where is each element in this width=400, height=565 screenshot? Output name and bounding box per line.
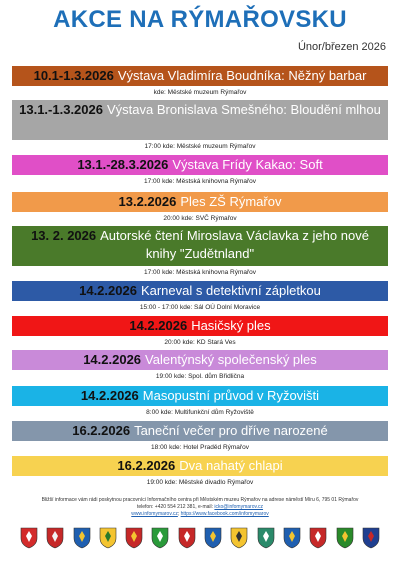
crest-7-icon xyxy=(178,527,196,549)
footer-line-2 xyxy=(18,504,382,511)
event-item xyxy=(12,456,388,487)
crest-2-icon xyxy=(46,527,64,549)
event-item xyxy=(12,281,388,312)
event-date: 14.2.2026 xyxy=(129,318,188,333)
crest-11-icon xyxy=(283,527,301,549)
event-name: Hasičský ples xyxy=(191,318,271,333)
crest-9-icon xyxy=(230,527,248,549)
event-item xyxy=(12,155,388,186)
event-location: 20:00 kde: KD Stará Ves xyxy=(164,339,236,346)
crest-3-icon xyxy=(73,527,91,549)
event-name: Taneční večer pro dříve narozené xyxy=(134,423,328,438)
crest-6-icon xyxy=(151,527,169,549)
event-date: 13.2.2026 xyxy=(118,194,177,209)
event-title-bar xyxy=(12,316,388,336)
footer-line-1: Bližší informace vám rádi poskytnou pracovníci Informačního centra při Městském muzeu Rýmařov na adrese náměstí Míru 6, 795 01 Rýmařov xyxy=(41,497,359,503)
event-location: 18:00 kde: Hotel Praděd Rýmařov xyxy=(151,444,249,451)
footer-contact: telefon: +420 554 212 381, e-mail: xyxy=(136,504,215,510)
event-location: 17:00 kde: Městská knihovna Rýmařov xyxy=(144,178,256,185)
crest-5-icon xyxy=(125,527,143,549)
event-location: 17:00 kde: Městské muzeum Rýmařov xyxy=(144,143,256,150)
event-location: 17:00 kde: Městská knihovna Rýmařov xyxy=(144,269,256,276)
event-item xyxy=(12,66,388,97)
email-link[interactable]: icko@infomymarov.cz xyxy=(214,504,264,510)
event-name: Karneval s detektivní zápletkou xyxy=(140,283,321,298)
event-name: Valentýnský společenský ples xyxy=(145,352,317,367)
event-date: 14.2.2026 xyxy=(79,283,137,298)
event-name: Masopustní průvod v Ryžovišti xyxy=(142,388,320,403)
crest-14-icon xyxy=(362,527,380,549)
event-name: Dva nahatý chlapi xyxy=(179,458,283,473)
footer-info xyxy=(18,497,382,518)
event-title-bar xyxy=(12,456,388,476)
event-title-bar xyxy=(12,281,388,301)
event-location: 8:00 kde: Multifunkční dům Ryžoviště xyxy=(146,409,254,416)
event-date: 13.1.-1.3.2026 xyxy=(19,102,103,117)
event-location: 19:00 kde: Městské divadlo Rýmařov xyxy=(146,479,254,486)
event-location: 20:00 kde: SVČ Rýmařov xyxy=(163,215,237,222)
event-title-bar xyxy=(12,100,388,140)
event-item xyxy=(12,100,388,151)
event-date: 16.2.2026 xyxy=(72,423,131,438)
event-title-bar xyxy=(12,155,388,175)
event-title-bar xyxy=(12,226,388,266)
event-date: 13.1.-28.3.2026 xyxy=(77,157,169,172)
municipal-crests-row xyxy=(20,527,380,551)
web-link[interactable]: www.infomymarov.cz xyxy=(131,511,178,517)
footer-separator: ; xyxy=(177,511,181,517)
footer-line-3 xyxy=(18,511,382,518)
crest-12-icon xyxy=(309,527,327,549)
event-title-bar xyxy=(12,421,388,441)
event-location: 19:00 kde: Spol. dům Břidlična xyxy=(155,373,245,380)
crest-13-icon xyxy=(336,527,354,549)
event-date: 13. 2. 2026 xyxy=(31,228,97,243)
event-item xyxy=(12,316,388,347)
event-title-bar xyxy=(12,192,388,212)
page-title: AKCE NA RÝMAŘOVSKU xyxy=(53,6,347,33)
event-item xyxy=(12,192,388,223)
crest-8-icon xyxy=(204,527,222,549)
event-item xyxy=(12,226,388,277)
event-location: 15:00 - 17:00 kde: Sál OÚ Dolní Moravice xyxy=(139,304,261,311)
facebook-link[interactable]: https://www.facebook.com/infomymarov xyxy=(180,511,269,517)
event-date: 10.1-1.3.2026 xyxy=(33,68,114,83)
event-location: kde: Městské muzeum Rýmařov xyxy=(153,89,247,96)
crest-4-icon xyxy=(99,527,117,549)
event-name: Autorské čtení Miroslava Václavka z jeho nové knihy "Zudětnland" xyxy=(100,228,369,261)
crest-10-icon xyxy=(257,527,275,549)
event-item xyxy=(12,421,388,452)
date-range-subtitle: Únor/březen 2026 xyxy=(297,41,386,53)
event-title-bar xyxy=(12,386,388,406)
event-date: 14.2.2026 xyxy=(83,352,142,367)
event-name: Výstava Bronislava Smešného: Bloudění mlhou xyxy=(106,102,381,117)
event-item xyxy=(12,386,388,417)
event-title-bar xyxy=(12,350,388,370)
event-title-bar xyxy=(12,66,388,86)
event-date: 14.2.2026 xyxy=(80,388,139,403)
event-name: Výstava Frídy Kakao: Soft xyxy=(172,157,323,172)
event-name: Výstava Vladimíra Boudníka: Něžný barbar xyxy=(117,68,367,83)
event-name: Ples ZŠ Rýmařov xyxy=(180,194,282,209)
event-item xyxy=(12,350,388,381)
crest-1-icon xyxy=(20,527,38,549)
event-date: 16.2.2026 xyxy=(117,458,176,473)
